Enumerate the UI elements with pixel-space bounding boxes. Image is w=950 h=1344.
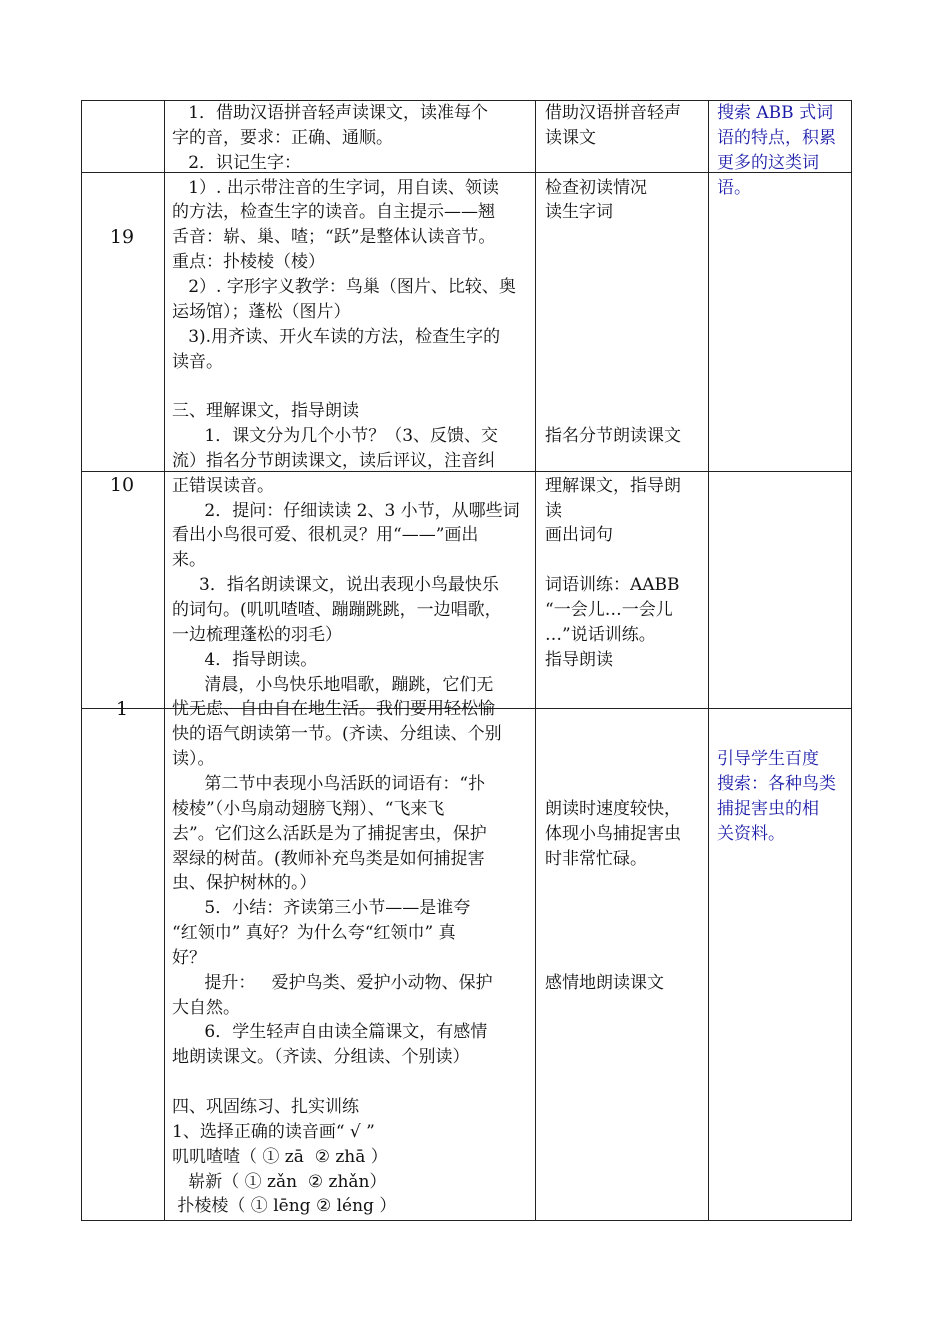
process-text-line: 翠绿的树苗。(教师补充鸟类是如何捕捉害 [172, 848, 485, 869]
process-text-line: 2．识记生字： [172, 152, 302, 173]
process-text-line: 6．学生轻声自由读全篇课文，有感情 [172, 1022, 488, 1043]
process-text-line: 来。 [172, 550, 206, 571]
process-text-line: 清晨，小鸟快乐地唱歌，蹦跳，它们无 [172, 674, 494, 695]
activity-text-line: 词语训练：AABB [545, 575, 680, 596]
activity-text-line: 指名分节朗读课文 [545, 426, 681, 447]
process-text-line: 看出小鸟很可爱、很机灵？用“——”画出 [172, 525, 479, 546]
activity-text-line: …”说话训练。 [545, 624, 656, 645]
column-divider-1 [164, 100, 165, 1221]
activity-text-line: 体现小鸟捕捉害虫 [545, 823, 681, 844]
process-text-line: 第二节中表现小鸟活跃的词语有：“扑 [172, 773, 486, 794]
intent-text-line: 引导学生百度 [717, 749, 819, 770]
process-text-line: 虫、保护树林的。） [172, 873, 317, 894]
column-divider-2 [535, 100, 536, 1221]
row-number: 1 [115, 698, 129, 720]
process-text-line: 2．提问：仔细读读 2、3 小节，从哪些词 [172, 500, 520, 521]
process-text-line: 重点：扑棱棱（棱） [172, 252, 325, 273]
process-text-line: 棱棱”（小鸟扇动翅膀飞翔）、“飞来飞 [172, 798, 445, 819]
process-text-line: 一边梳理蓬松的羽毛） [172, 624, 342, 645]
activity-text-line: 读 [545, 500, 562, 521]
process-text-line: 提升： 爱护鸟类、爱护小动物、保护 [172, 972, 493, 993]
activity-text-line: “一会儿…一会儿 [545, 600, 673, 620]
process-text-line: 读音。 [172, 351, 223, 372]
process-text-line: 2）. 字形字义教学：鸟巢（图片、比较、奥 [172, 276, 516, 297]
process-text-line: 1．借助汉语拼音轻声读课文，读准每个 [172, 103, 489, 123]
activity-text-line: 感情地朗读课文 [545, 972, 664, 993]
intent-text-line: 关资料。 [717, 823, 785, 844]
row-number: 19 [109, 226, 135, 248]
intent-text-line: 语的特点，积累 [717, 127, 836, 148]
activity-text-line: 时非常忙碌。 [545, 848, 647, 869]
process-text-line: 去”。它们这么活跃是为了捕捉害虫，保护 [172, 823, 487, 844]
process-text-line: 地朗读课文。（齐读、分组读、个别读） [172, 1047, 470, 1068]
intent-text-line: 语。 [717, 177, 751, 198]
activity-text-line: 朗读时速度较快， [545, 798, 681, 819]
process-text-line: “红领巾” 真好？为什么夸“红领巾” 真 [172, 923, 456, 944]
row-number: 10 [109, 474, 135, 496]
process-text-line: 好？ [172, 947, 206, 968]
activity-text-line: 指导朗读 [545, 649, 613, 670]
process-text-line: 3).用齐读、开火车读的方法，检查生字的 [172, 326, 501, 347]
intent-text-line: 更多的这类词 [717, 152, 819, 173]
process-text-line: 正错误读音。 [172, 475, 274, 496]
table-right-border [851, 100, 852, 1221]
process-text-line: 扑棱棱（ ① lēng ② léng ） [172, 1196, 397, 1217]
process-text-line: 的方法，检查生字的读音。自主提示——翘 [172, 202, 495, 223]
process-text-line: 4．指导朗读。 [172, 649, 318, 670]
process-text-line: 大自然。 [172, 997, 240, 1018]
activity-text-line: 画出词句 [545, 525, 613, 546]
process-text-line: 运场馆）；蓬松（图片） [172, 301, 351, 322]
process-text-line: 崭新（ ① zǎn ② zhǎn） [172, 1171, 387, 1192]
process-text-line: 三、理解课文，指导朗读 [172, 401, 359, 422]
process-text-line: 5．小结：齐读第三小节——是谁夸 [172, 898, 471, 919]
intent-text-line: 捕捉害虫的相 [717, 798, 819, 819]
activity-text-line: 检查初读情况 [545, 177, 647, 198]
process-text-line: 1．课文分为几个小节？（3、反馈、交 [172, 426, 499, 447]
intent-text-line: 搜索 ABB 式词 [717, 103, 834, 123]
process-text-line: 3．指名朗读课文，说出表现小鸟最快乐 [172, 575, 499, 596]
intent-text-line: 搜索：各种鸟类 [717, 773, 836, 794]
activity-text-line: 借助汉语拼音轻声 [545, 103, 681, 123]
process-text-line: 1、选择正确的读音画“ √ ” [172, 1121, 375, 1142]
table-bottom-border [81, 1220, 852, 1221]
process-text-line: 字的音，要求：正确、通顺。 [172, 127, 393, 148]
activity-text-line: 读生字词 [545, 202, 613, 223]
process-text-line: 快的语气朗读第一节。(齐读、分组读、个别 [172, 724, 502, 745]
activity-text-line: 理解课文，指导朗 [545, 475, 681, 496]
process-text-line: 的词句。(叽叽喳喳、蹦蹦跳跳，一边唱歌， [172, 600, 502, 620]
table-left-border [81, 100, 82, 1221]
column-divider-3 [708, 100, 709, 1221]
process-text-line: 四、巩固练习、扎实训练 [172, 1097, 359, 1117]
process-text-line: 流）指名分节朗读课文，读后评议，注音纠 [172, 450, 495, 471]
process-text-line: 忧无虑、自由自在地生活。我们要用轻松愉 [172, 699, 495, 720]
process-text-line: 读）。 [172, 749, 215, 770]
process-text-line: 舌音：崭、巢、喳；“跃”是整体认读音节。 [172, 227, 496, 248]
activity-text-line: 读课文 [545, 127, 596, 148]
process-text-line: 叽叽喳喳（ ① zā ② zhā ） [172, 1146, 388, 1167]
process-text-line: 1）. 出示带注音的生字词，用自读、领读 [172, 177, 499, 198]
